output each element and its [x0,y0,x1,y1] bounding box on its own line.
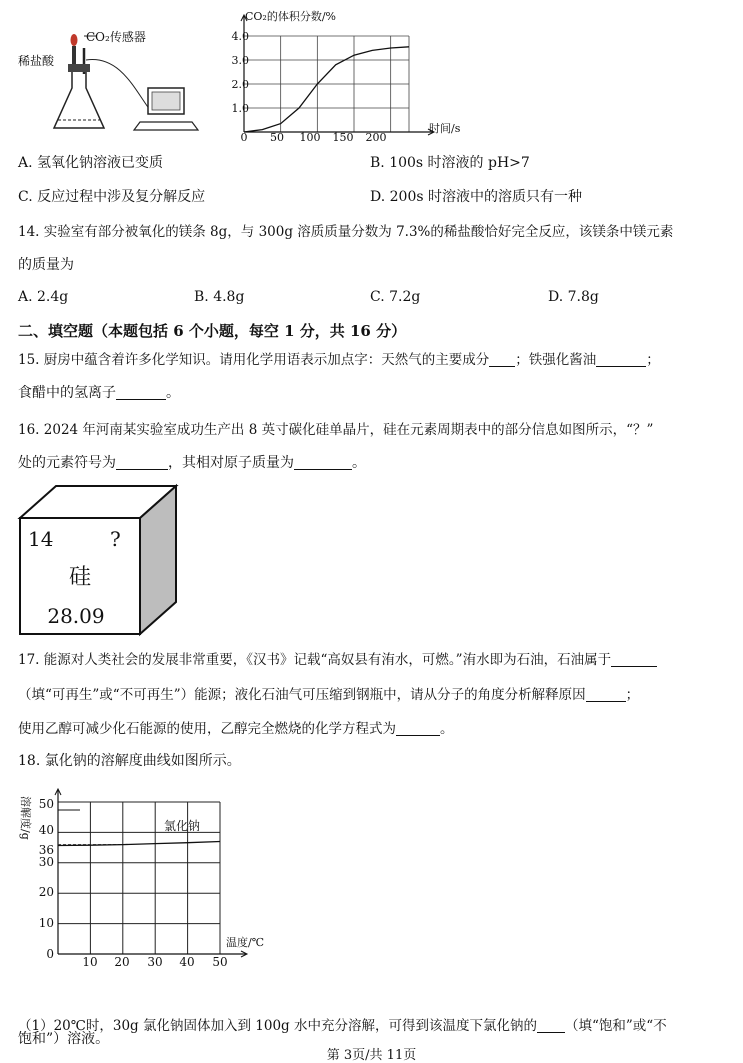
q17-text-3: ； [625,687,640,703]
q13-option-c: C. 反应过程中涉及复分解反应 [18,189,206,205]
q17-line1 [18,648,657,668]
section-title: 二、填空题（本题包括 6 个小题，每空 1 分，共 16 分） [18,322,407,340]
solubility-ytick: 30 [38,855,54,869]
q18-sub1-text-1: （1）20℃时，30g 氯化钠固体加入到 100g 水中充分溶解，可得到该温度下氯化钠的 [18,1018,537,1034]
q14-option-d: D. 7.8g [548,289,599,305]
co2-chart-xlabel: 时间/s [429,122,461,135]
q15-line2 [18,382,180,402]
q17-text-4: 使用乙醇可减少化石能源的使用，乙醇完全燃烧的化学方程式为 [18,721,396,737]
co2-chart-axes [241,15,434,135]
q15-blank-3[interactable] [116,385,166,400]
solubility-series-label: 氯化钠 [164,819,201,833]
solubility-xtick: 20 [114,955,130,969]
q16-line2 [18,452,366,472]
q15-blank-1[interactable] [489,352,515,367]
solubility-xtick: 40 [179,955,195,969]
co2-ytick: 2.0 [231,78,249,91]
q16-blank-1[interactable] [116,455,168,470]
q15-text-3: ； [646,352,660,368]
q13-option-b: B. 100s 时溶液的 pH>7 [370,155,530,171]
q15-text-4: 食醋中的氢离子 [18,385,116,401]
q17-text-1: 17. 能源对人类社会的发展非常重要，《汉书》记载“高奴县有洧水，可燃。”洧水即为石油，石油属于 [18,652,612,668]
apparatus-diagram [40,30,220,140]
solubility-ytick: 50 [38,797,54,811]
q15-text-2: ；铁强化酱油 [515,352,597,368]
q16-text-1: 处的元素符号为 [18,455,116,471]
q14-stem-line2: 的质量为 [18,257,74,273]
solubility-xtick: 50 [212,955,228,969]
q14-option-a: A. 2.4g [18,289,69,305]
q18-sub1-blank[interactable] [537,1018,565,1033]
q13-option-d: D. 200s 时溶液中的溶质只有一种 [370,189,582,205]
solubility-ytick: 10 [38,916,54,930]
q15-line1 [18,348,660,368]
q18-stem: 18. 氯化钠的溶解度曲线如图所示。 [18,753,241,769]
q14-option-c: C. 7.2g [370,289,421,305]
q17-blank-3[interactable] [396,721,440,736]
page-footer: 第 3页/共 11页 [326,1048,417,1063]
co2-ytick: 3.0 [231,54,249,67]
sensor-label: CO₂传感器 [86,30,146,44]
q16-line1: 16. 2024 年河南某实验室成功生产出 8 英寸碳化硅单晶片，硅在元素周期表中的部分信息如图所示，“？” [18,422,654,438]
co2-xtick: 200 [365,131,387,144]
q15-text-5: 。 [166,385,180,401]
element-cube [16,482,186,640]
q17-text-2: （填“可再生”或“不可再生”）能源；液化石油气可压缩到钢瓶中，请从分子的角度分析解释原因 [18,687,586,703]
solubility-xtick: 10 [82,955,98,969]
co2-xtick: 50 [270,131,284,144]
element-atomic-mass: 28.09 [47,604,105,628]
q16-text-2: ，其相对原子质量为 [168,455,294,471]
q18-sub1-line1 [18,1014,667,1034]
solubility-series-line [58,842,220,846]
element-symbol: ? [110,527,121,551]
q15-text-1: 15. 厨房中蕴含着许多化学知识。请用化学用语表示加点字：天然气的主要成分 [18,352,490,368]
q17-blank-2[interactable] [586,687,626,702]
co2-ytick: 4.0 [231,30,249,43]
acid-label: 稀盐酸 [18,54,55,68]
q16-text-3: 。 [352,455,366,471]
q14-option-b: B. 4.8g [194,289,245,305]
co2-series-line [244,47,409,132]
q17-text-5: 。 [440,721,454,737]
q17-line2 [18,683,639,703]
co2-chart-grid [244,36,409,132]
q18-sub1-line2: 饱和”）溶液。 [18,1031,110,1047]
q17-blank-1[interactable] [611,652,657,667]
q15-blank-2[interactable] [596,352,646,367]
co2-chart [215,4,475,146]
element-atomic-number: 14 [28,527,54,551]
solubility-ytick: 20 [38,885,54,899]
co2-ytick: 1.0 [231,102,249,115]
solubility-chart [14,784,284,974]
solubility-ytick: 40 [38,823,54,837]
solubility-chart-ylabel: 溶解度/g [19,796,32,840]
q18-sub1-text-2: （填“饱和”或“不 [564,1018,667,1034]
solubility-xtick: 30 [147,955,163,969]
q14-stem-line1: 14. 实验室有部分被氧化的镁条 8g，与 300g 溶质质量分数为 7.3%的稀盐酸恰好完全反应，该镁条中镁元素 [18,224,674,240]
element-name: 硅 [68,565,92,590]
co2-xtick: 100 [299,131,321,144]
co2-chart-ylabel: CO₂的体积分数/% [245,10,337,23]
q17-line3 [18,717,454,737]
solubility-ytick: 0 [46,947,54,961]
solubility-chart-xlabel: 温度/℃ [226,936,265,949]
co2-xtick: 150 [332,131,354,144]
q16-blank-2[interactable] [294,455,352,470]
q13-option-a: A. 氢氧化钠溶液已变质 [18,155,164,171]
solubility-chart-grid [55,789,247,957]
co2-xtick: 0 [240,131,248,144]
solubility-ytick: 36 [38,843,54,857]
